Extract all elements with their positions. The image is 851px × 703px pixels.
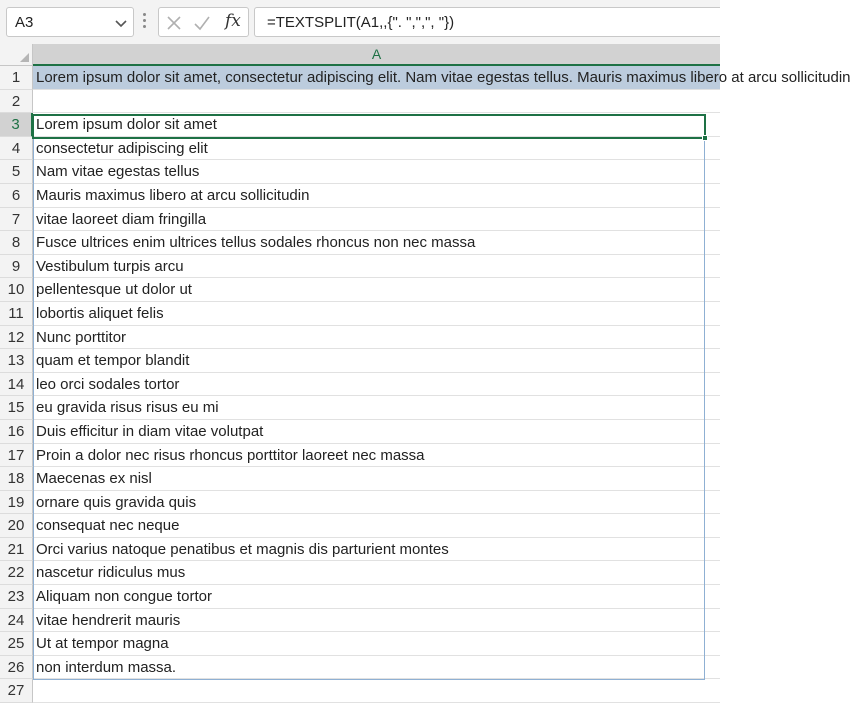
table-row	[0, 208, 720, 232]
row-header[interactable]: 12	[0, 326, 33, 350]
column-header-a[interactable]: A	[33, 44, 720, 66]
table-row	[0, 514, 720, 538]
cell-a15[interactable]: eu gravida risus risus eu mi	[33, 396, 720, 420]
table-row	[0, 66, 851, 90]
table-row	[0, 255, 720, 279]
formula-input[interactable]	[254, 7, 720, 37]
row-list	[0, 66, 851, 703]
table-row	[0, 467, 720, 491]
row-header[interactable]: 2	[0, 90, 33, 114]
table-row	[0, 373, 720, 397]
formula-buttons	[158, 7, 249, 37]
name-box[interactable]	[6, 7, 134, 37]
cell-a5[interactable]: Nam vitae egestas tellus	[33, 160, 720, 184]
table-row	[0, 326, 720, 350]
resize-handle-icon[interactable]	[143, 13, 147, 31]
row-header[interactable]: 24	[0, 609, 33, 633]
table-row	[0, 184, 720, 208]
cell-a27[interactable]	[33, 679, 720, 703]
cell-a16[interactable]: Duis efficitur in diam vitae volutpat	[33, 420, 720, 444]
formula-text: =TEXTSPLIT(A1,,{". ",",", "})	[267, 14, 455, 31]
row-header[interactable]: 3	[0, 113, 33, 137]
table-row	[0, 679, 720, 703]
cell-a12[interactable]: Nunc porttitor	[33, 326, 720, 350]
cell-a18[interactable]: Maecenas ex nisl	[33, 467, 720, 491]
cell-a9[interactable]: Vestibulum turpis arcu	[33, 255, 720, 279]
row-header[interactable]: 1	[0, 66, 33, 90]
row-header[interactable]: 10	[0, 278, 33, 302]
table-row	[0, 420, 720, 444]
row-header[interactable]: 9	[0, 255, 33, 279]
row-header[interactable]: 15	[0, 396, 33, 420]
row-header[interactable]: 23	[0, 585, 33, 609]
enter-check-icon[interactable]	[193, 14, 211, 32]
cell-a6[interactable]: Mauris maximus libero at arcu sollicitudin	[33, 184, 720, 208]
row-header[interactable]: 25	[0, 632, 33, 656]
row-header[interactable]: 26	[0, 656, 33, 680]
cell-a3[interactable]: Lorem ipsum dolor sit amet	[33, 113, 720, 137]
row-header[interactable]: 18	[0, 467, 33, 491]
row-header[interactable]: 13	[0, 349, 33, 373]
cell-a7[interactable]: vitae laoreet diam fringilla	[33, 208, 720, 232]
table-row	[0, 656, 720, 680]
cell-a17[interactable]: Proin a dolor nec risus rhoncus porttitor laoreet nec massa	[33, 444, 720, 468]
cell-a26[interactable]: non interdum massa.	[33, 656, 720, 680]
table-row	[0, 231, 720, 255]
chevron-down-icon[interactable]	[114, 16, 128, 30]
row-header[interactable]: 5	[0, 160, 33, 184]
row-header[interactable]: 7	[0, 208, 33, 232]
row-header[interactable]: 22	[0, 561, 33, 585]
cell-a22[interactable]: nascetur ridiculus mus	[33, 561, 720, 585]
table-row	[0, 491, 720, 515]
fill-handle[interactable]	[702, 135, 708, 141]
row-header[interactable]: 17	[0, 444, 33, 468]
insert-function-button[interactable]: fx	[225, 11, 241, 31]
row-header[interactable]: 4	[0, 137, 33, 161]
cell-a11[interactable]: lobortis aliquet felis	[33, 302, 720, 326]
row-header[interactable]: 16	[0, 420, 33, 444]
row-header[interactable]: 21	[0, 538, 33, 562]
table-row	[0, 137, 720, 161]
row-header[interactable]: 14	[0, 373, 33, 397]
table-row	[0, 160, 720, 184]
table-row	[0, 538, 720, 562]
spreadsheet-grid	[0, 44, 851, 700]
cell-a21[interactable]: Orci varius natoque penatibus et magnis dis parturient montes	[33, 538, 720, 562]
table-row	[0, 302, 720, 326]
cell-a23[interactable]: Aliquam non congue tortor	[33, 585, 720, 609]
table-row	[0, 396, 720, 420]
cell-a25[interactable]: Ut at tempor magna	[33, 632, 720, 656]
cell-a1[interactable]: Lorem ipsum dolor sit amet, consectetur adipiscing elit. Nam vitae egestas tellus. Mauris maximus libero at arcu sollicitudin	[33, 66, 720, 90]
cell-a20[interactable]: consequat nec neque	[33, 514, 720, 538]
cell-a4[interactable]: consectetur adipiscing elit	[33, 137, 720, 161]
table-row	[0, 632, 720, 656]
table-row	[0, 113, 720, 137]
cell-a8[interactable]: Fusce ultrices enim ultrices tellus sodales rhoncus non nec massa	[33, 231, 720, 255]
name-box-value: A3	[15, 14, 34, 31]
formula-bar	[0, 0, 720, 44]
cancel-icon[interactable]	[165, 14, 183, 32]
table-row	[0, 585, 720, 609]
table-row	[0, 349, 720, 373]
select-all-button[interactable]	[0, 44, 33, 66]
cell-a19[interactable]: ornare quis gravida quis	[33, 491, 720, 515]
row-header[interactable]: 19	[0, 491, 33, 515]
row-header[interactable]: 8	[0, 231, 33, 255]
cell-a13[interactable]: quam et tempor blandit	[33, 349, 720, 373]
table-row	[0, 561, 720, 585]
row-header[interactable]: 20	[0, 514, 33, 538]
row-header[interactable]: 6	[0, 184, 33, 208]
table-row	[0, 90, 720, 114]
table-row	[0, 609, 720, 633]
cell-a24[interactable]: vitae hendrerit mauris	[33, 609, 720, 633]
cell-a10[interactable]: pellentesque ut dolor ut	[33, 278, 720, 302]
row-header[interactable]: 11	[0, 302, 33, 326]
table-row	[0, 444, 720, 468]
table-row	[0, 278, 720, 302]
cell-a2[interactable]	[33, 90, 720, 114]
row-header[interactable]: 27	[0, 679, 33, 703]
cell-a14[interactable]: leo orci sodales tortor	[33, 373, 720, 397]
